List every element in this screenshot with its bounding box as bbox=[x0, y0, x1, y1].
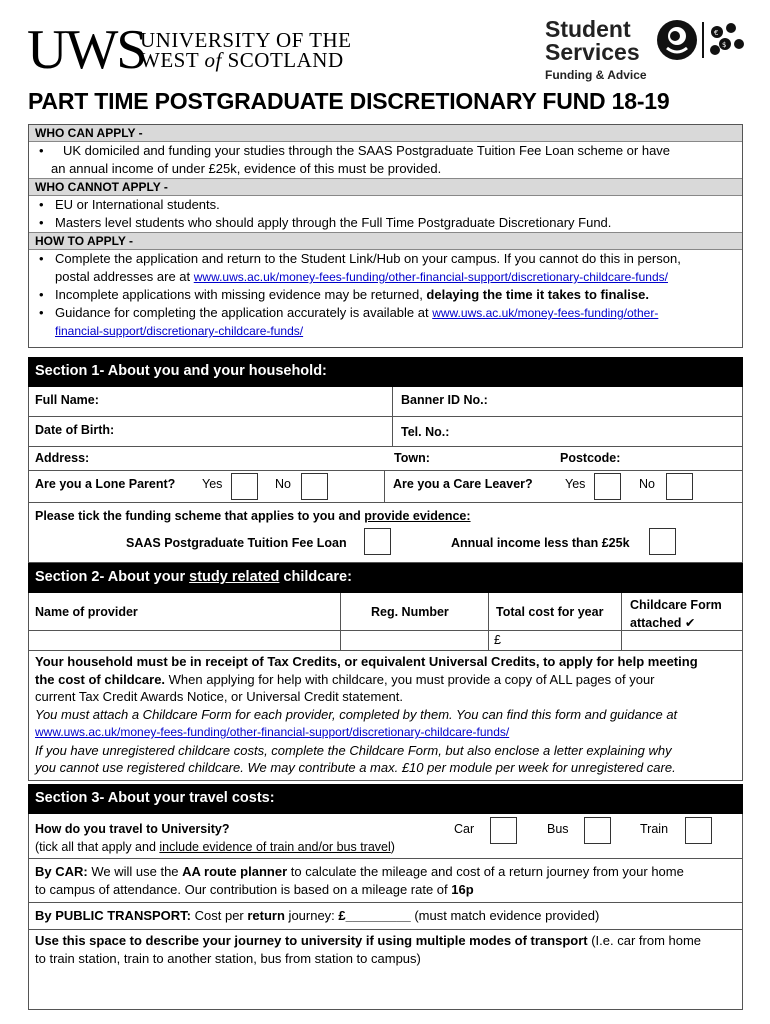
bus-label: Bus bbox=[547, 822, 569, 836]
uws-logo-mark: UWS bbox=[27, 19, 146, 81]
section1-heading: Section 1- About you and your household: bbox=[28, 357, 743, 387]
who-can-apply-label: WHO CAN APPLY - bbox=[29, 125, 742, 142]
childcare-guidance-link[interactable]: www.uws.ac.uk/money-fees-funding/other-financial-support/discretionary-childcare-funds/ bbox=[35, 725, 510, 739]
uws-logo-name bbox=[140, 30, 352, 70]
postcode-label: Postcode: bbox=[560, 451, 621, 465]
train-checkbox[interactable] bbox=[685, 817, 712, 844]
address-row bbox=[28, 447, 743, 471]
col-reg-number: Reg. Number bbox=[371, 605, 449, 619]
ss-line2: Services bbox=[545, 39, 640, 65]
lone-parent-no-checkbox[interactable] bbox=[301, 473, 328, 500]
travel-mode-row bbox=[28, 814, 743, 859]
col-provider: Name of provider bbox=[35, 605, 138, 619]
address-label: Address: bbox=[35, 451, 90, 465]
town-label: Town: bbox=[394, 451, 430, 465]
who-cannot-item-2: • Masters level students who should apply through the Full Time Postgraduate Discretionary Fund. bbox=[29, 214, 742, 232]
lone-parent-row bbox=[28, 471, 743, 503]
svg-text:$: $ bbox=[722, 41, 727, 49]
addresses-link[interactable]: www.uws.ac.uk/money-fees-funding/other-financial-support/discretionary-childcare-funds/ bbox=[193, 270, 668, 284]
saas-label: SAAS Postgraduate Tuition Fee Loan bbox=[126, 536, 347, 550]
lone-parent-yes-checkbox[interactable] bbox=[231, 473, 258, 500]
car-label: Car bbox=[454, 822, 475, 836]
uws-name-line2: WEST of SCOTLAND bbox=[140, 48, 344, 72]
page-header bbox=[0, 0, 770, 88]
banner-id-label: Banner ID No.: bbox=[401, 393, 488, 407]
income-checkbox[interactable] bbox=[649, 528, 676, 555]
intro-box bbox=[28, 124, 743, 348]
childcare-table-row[interactable] bbox=[28, 631, 743, 651]
bus-checkbox[interactable] bbox=[584, 817, 611, 844]
childcare-notes: Your household must be in receipt of Tax Credits, or equivalent Universal Credits, to apply for help meeting the cost of childcare. When applying for help with childcare, you must provide a copy of ALL pages of your current Tax Credit Awards Notice, or Universal Credit statement. You must attach a Childcare Form for each provider, completed by them. You can find this form and guidance at www.uws.ac.uk/money-fees-funding/other-financial-support/discretionary-childcare-funds/ If you have unregistered childcare costs, complete the Childcare Form, but also enclose a letter explaining why you cannot use registered childcare. We may contribute a max. £10 per module per week for unregistered care. bbox=[28, 651, 743, 781]
by-public-transport-row: By PUBLIC TRANSPORT: Cost per return journey: £_________ (must match evidence provided) bbox=[28, 903, 743, 930]
funding-scheme-row bbox=[28, 503, 743, 563]
full-name-label: Full Name: bbox=[35, 393, 99, 407]
care-leaver-no-checkbox[interactable] bbox=[666, 473, 693, 500]
lone-parent-no-label: No bbox=[275, 477, 291, 491]
col-childcare-form: Childcare Form attached ✔ bbox=[630, 598, 722, 630]
how-to-apply-item-3: • Guidance for completing the application accurately is available at www.uws.ac.uk/money-fees-funding/other- financial-support/discretionary-childcare-funds/ bbox=[29, 304, 742, 340]
uws-name-line1: UNIVERSITY OF THE bbox=[140, 28, 352, 52]
who-cannot-apply-label: WHO CANNOT APPLY - bbox=[29, 178, 742, 196]
full-name-row bbox=[28, 387, 743, 417]
how-to-apply-item-2: • Incomplete applications with missing evidence may be returned, delaying the time it takes to finalise. bbox=[29, 286, 742, 304]
col-total-cost: Total cost for year bbox=[496, 605, 604, 619]
car-checkbox[interactable] bbox=[490, 817, 517, 844]
how-travel-label: How do you travel to University? bbox=[35, 822, 230, 836]
section2-heading: Section 2- About your study related childcare: bbox=[28, 563, 743, 593]
page-title: PART TIME POSTGRADUATE DISCRETIONARY FUND 18-19 bbox=[28, 88, 670, 114]
funding-scheme-label: Please tick the funding scheme that applies to you and provide evidence: bbox=[35, 509, 471, 523]
care-leaver-yes-checkbox[interactable] bbox=[594, 473, 621, 500]
return-cost-field[interactable]: £_________ bbox=[338, 908, 411, 923]
total-cost-pound: £ bbox=[494, 633, 501, 647]
who-can-apply-item: • UK domiciled and funding your studies through the SAAS Postgraduate Tuition Fee Loan scheme or have an annual income of under £25k, evidence of this must be provided. bbox=[29, 142, 742, 178]
how-to-apply-item-1: • Complete the application and return to the Student Link/Hub on your campus. If you cannot do this in person, postal addresses are at www.uws.ac.uk/money-fees-funding/other-financial-support/discretionary-childcare-funds/ bbox=[29, 250, 742, 286]
tick-all-note: (tick all that apply and include evidence of train and/or bus travel) bbox=[35, 840, 395, 854]
guidance-link-1[interactable]: www.uws.ac.uk/money-fees-funding/other- bbox=[432, 306, 659, 320]
section3-heading: Section 3- About your travel costs: bbox=[28, 784, 743, 814]
guidance-link-2[interactable]: financial-support/discretionary-childcare-funds/ bbox=[55, 324, 304, 338]
dob-label: Date of Birth: bbox=[35, 423, 115, 437]
income-label: Annual income less than £25k bbox=[451, 536, 630, 550]
childcare-table-header bbox=[28, 593, 743, 631]
svg-text:€: € bbox=[714, 29, 719, 37]
ss-line1: Student bbox=[545, 16, 631, 42]
care-leaver-no-label: No bbox=[639, 477, 655, 491]
care-leaver-label: Are you a Care Leaver? bbox=[393, 477, 533, 491]
by-car-row: By CAR: We will use the AA route planner to calculate the mileage and cost of a return journey from your home to campus of attendance. Our contribution is based on a mileage rate of 16p bbox=[28, 859, 743, 903]
saas-checkbox[interactable] bbox=[364, 528, 391, 555]
how-to-apply-label: HOW TO APPLY - bbox=[29, 232, 742, 250]
lone-parent-yes-label: Yes bbox=[202, 477, 223, 491]
student-services-emblem-icon bbox=[655, 18, 750, 63]
ss-sub: Funding & Advice bbox=[545, 68, 647, 82]
student-services-logo bbox=[545, 18, 647, 82]
dob-row bbox=[28, 417, 743, 447]
lone-parent-label: Are you a Lone Parent? bbox=[35, 477, 176, 491]
tel-label: Tel. No.: bbox=[401, 425, 450, 439]
multi-mode-description-box[interactable]: Use this space to describe your journey to university if using multiple modes of transport (I.e. car from home to train station, train to another station, bus from station to campus) bbox=[28, 930, 743, 1010]
train-label: Train bbox=[640, 822, 669, 836]
who-cannot-item-1: • EU or International students. bbox=[29, 196, 742, 214]
care-leaver-yes-label: Yes bbox=[565, 477, 586, 491]
